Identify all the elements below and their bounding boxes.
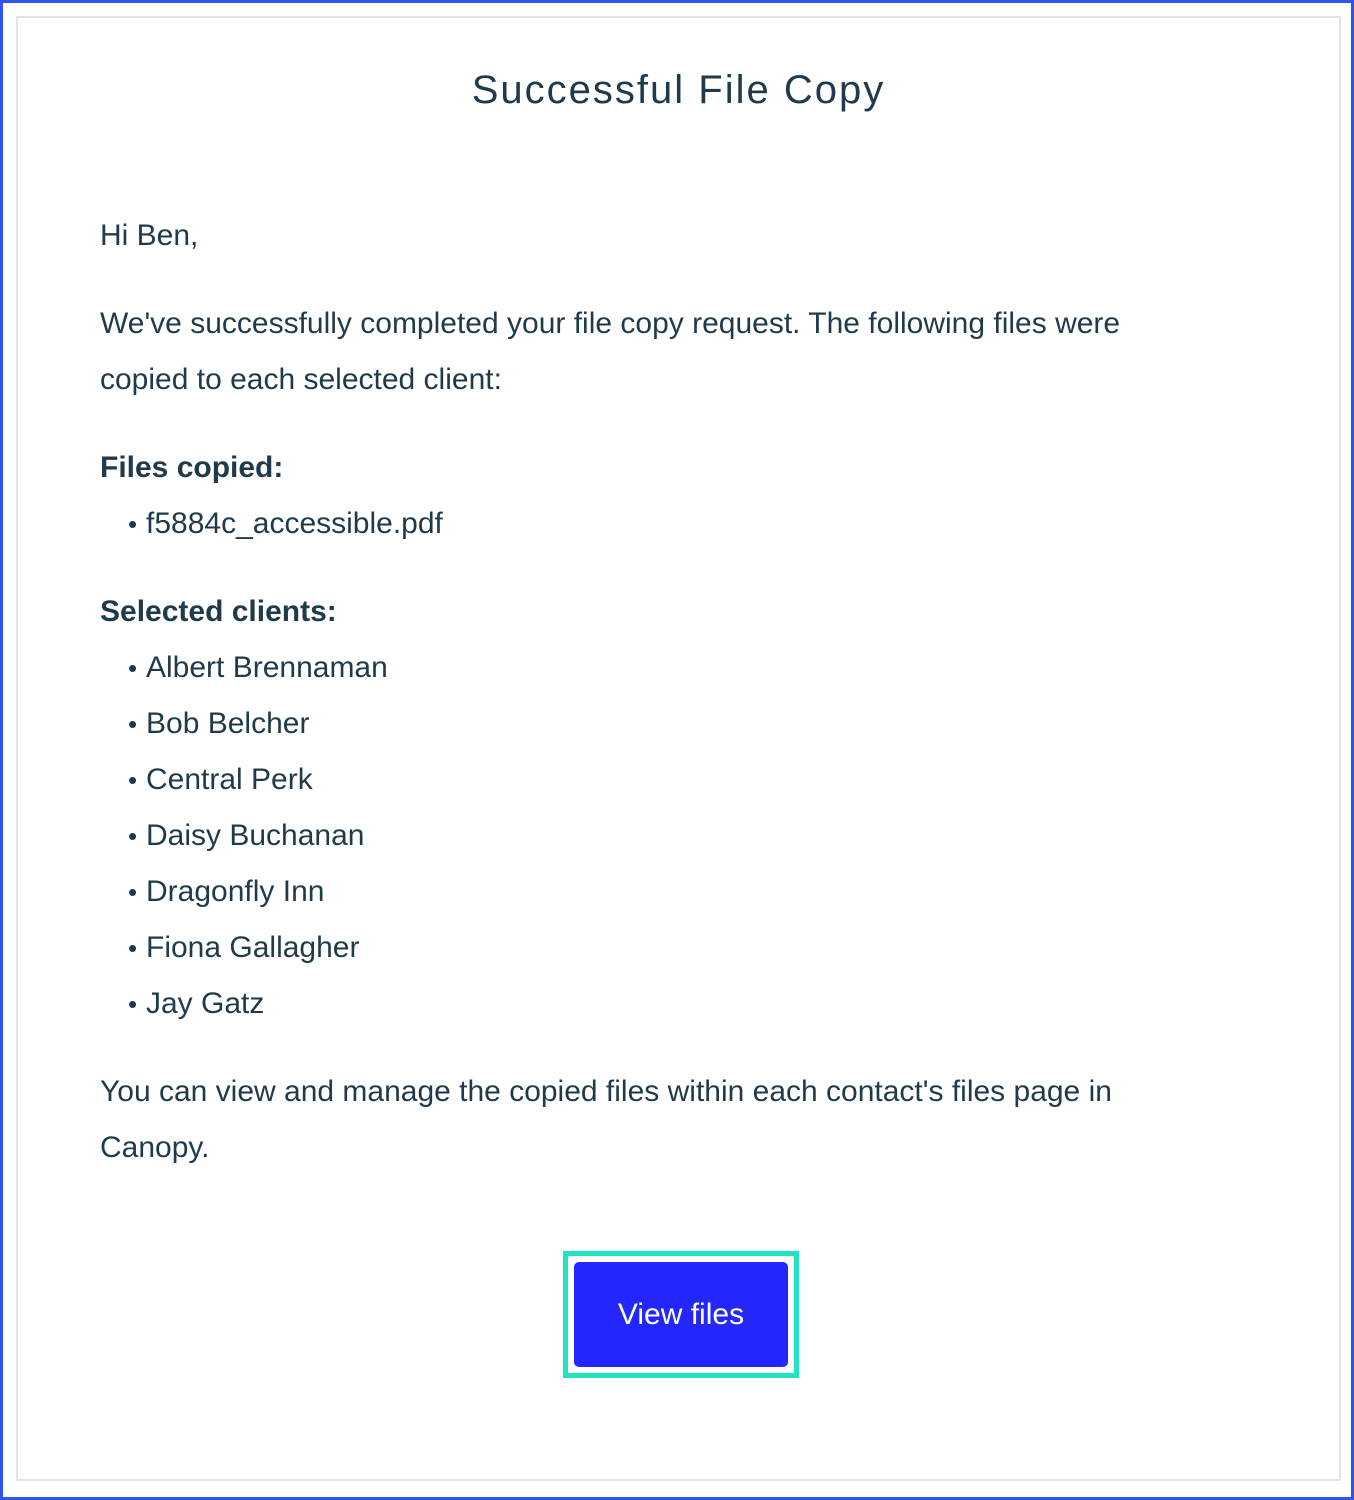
client-list-item — [128, 930, 359, 966]
email-card — [16, 16, 1341, 1481]
bullet-icon: • — [128, 765, 138, 795]
client-list-item — [128, 874, 324, 910]
client-name: Fiona Gallagher — [146, 931, 360, 964]
bullet-icon: • — [128, 821, 138, 851]
bullet-icon: • — [128, 933, 138, 963]
client-name: Daisy Buchanan — [146, 819, 365, 852]
file-list-item — [128, 506, 443, 542]
client-name: Dragonfly Inn — [146, 875, 325, 908]
bullet-icon: • — [128, 653, 138, 683]
view-files-button-focus-ring — [563, 1251, 799, 1378]
client-list-item — [128, 706, 309, 742]
bullet-icon: • — [128, 877, 138, 907]
clients-heading: Selected clients: — [100, 595, 337, 628]
bullet-icon: • — [128, 709, 138, 739]
greeting: Hi Ben, — [100, 219, 199, 252]
intro-text-line-1: We've successfully completed your file copy request. The following files were — [100, 307, 1121, 340]
intro-text-line-2: copied to each selected client: — [100, 363, 502, 396]
files-heading: Files copied: — [100, 451, 284, 484]
client-list-item — [128, 762, 313, 798]
file-name: f5884c_accessible.pdf — [146, 507, 443, 540]
client-name: Bob Belcher — [146, 707, 310, 740]
outro-text-line-2: Canopy. — [100, 1131, 210, 1164]
bullet-icon: • — [128, 989, 138, 1019]
client-name: Jay Gatz — [146, 987, 265, 1020]
client-list-item — [128, 818, 364, 854]
client-list-item — [128, 650, 388, 686]
view-files-button[interactable]: View files — [574, 1262, 788, 1367]
bullet-icon: • — [128, 509, 138, 539]
outro-text-line-1: You can view and manage the copied files within each contact's files page in — [100, 1075, 1112, 1108]
client-name: Albert Brennaman — [146, 651, 388, 684]
client-name: Central Perk — [146, 763, 313, 796]
email-title: Successful File Copy — [471, 68, 886, 112]
client-list-item — [128, 986, 264, 1022]
